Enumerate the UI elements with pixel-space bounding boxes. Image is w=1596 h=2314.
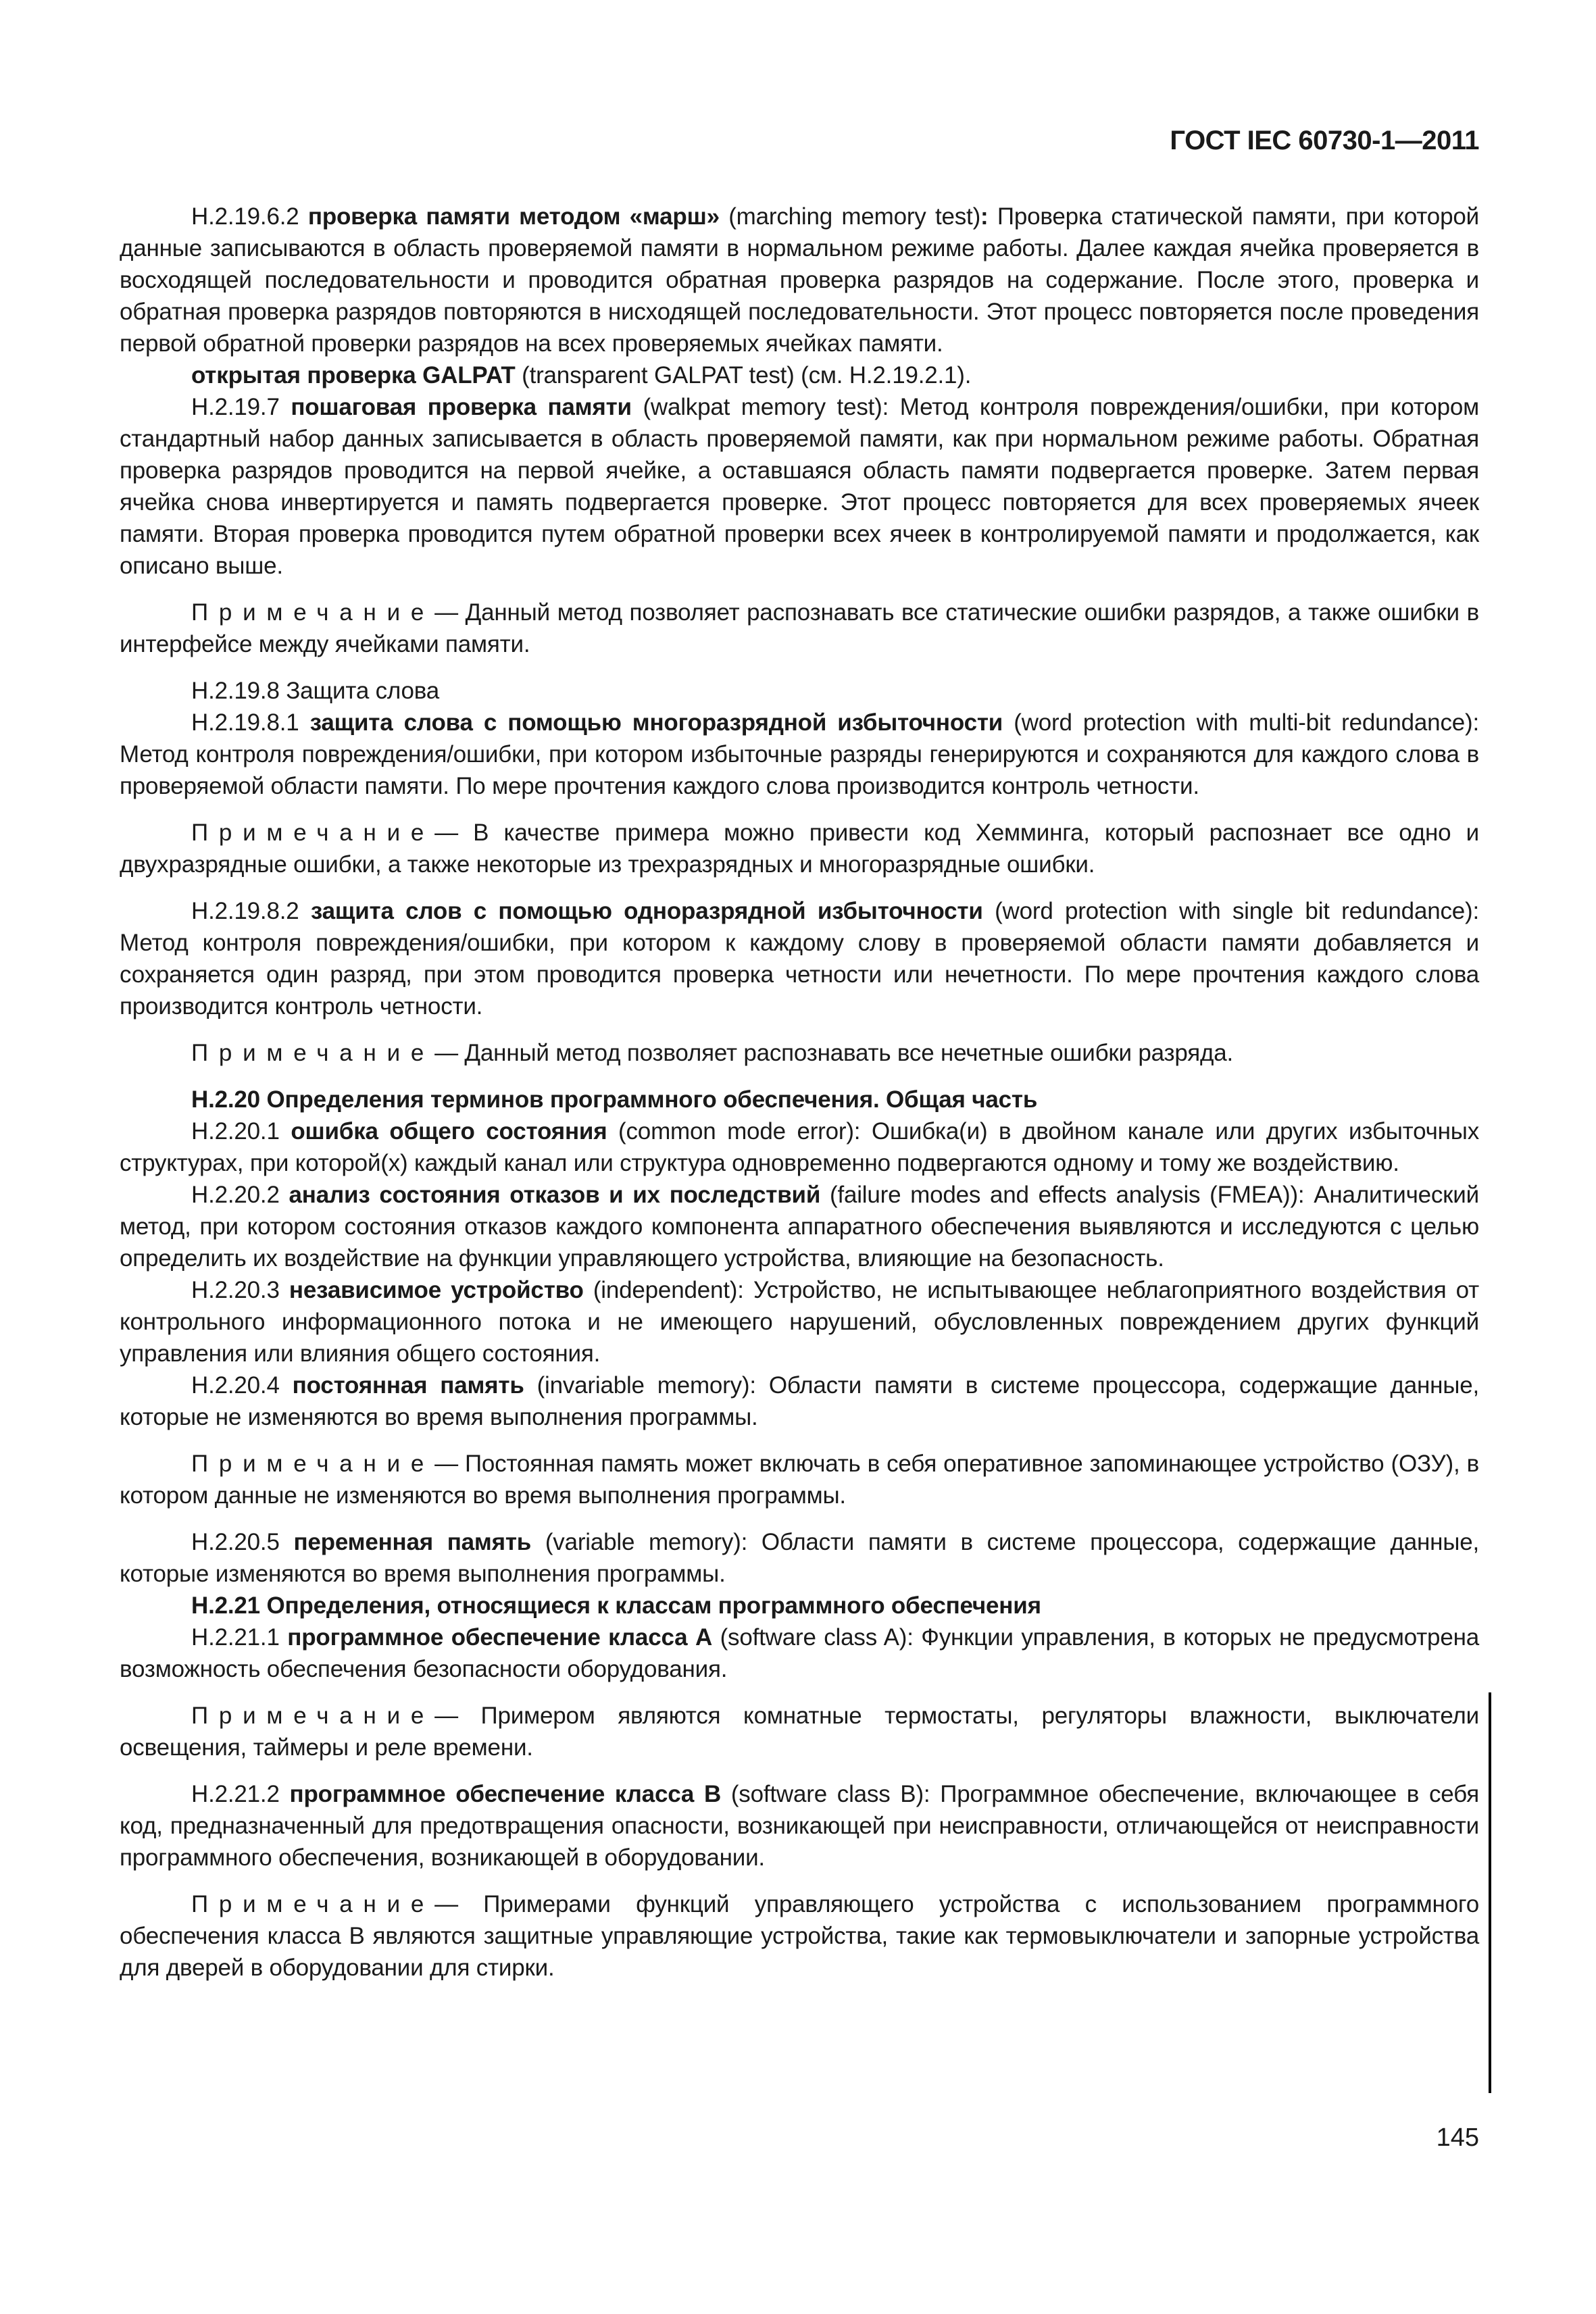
- english-term: (walkpat memory test):: [643, 394, 889, 420]
- english-term: (software class A):: [720, 1624, 914, 1651]
- note-paragraph: [120, 1448, 1479, 1511]
- clause-number: Н.2.21.1: [191, 1624, 280, 1651]
- definition-paragraph: [120, 1115, 1479, 1179]
- definition-text: Программное обеспечение, включающее в себя код, предназначенный для предотвращения опасности, возникающей при неисправности, отличающейся от неисправности программного обеспечения, возникающей в оборудовании.: [120, 1781, 1479, 1871]
- note-text: — В качестве примера можно привести код Хемминга, который распознает все одно и двухразрядные ошибки, а также некоторые из трехразрядных и многоразрядные ошибки.: [120, 820, 1479, 878]
- definition-text: Метод контроля повреждения/ошибки, при котором стандартный набор данных записывается в область проверяемой памяти, как при нормальном режиме работы. Обратная проверка разрядов проводится на первой ячейке, а оставшаяся область памяти подвергается проверке. Затем первая ячейка снова инвертируется и память подвергается проверке. Этот процесс повторяется для всех проверяемых ячеек памяти. Вторая проверка проводится путем обратной проверки всех ячеек в контролируемой памяти и продолжается, как описано выше.: [120, 394, 1479, 579]
- document-body: [120, 201, 1479, 1984]
- definition-text: Области памяти в системе процессора, содержащие данные, которые изменяются во время выполнения программы.: [120, 1529, 1479, 1587]
- definition-paragraph: [120, 1778, 1479, 1873]
- document-code-header: ГОСТ IEC 60730-1—2011: [1170, 126, 1479, 155]
- note-text: — Примером являются комнатные термостаты, регуляторы влажности, выключатели освещения, таймеры и реле времени.: [120, 1703, 1479, 1761]
- subsection-title: Н.2.19.8 Защита слова: [191, 678, 440, 704]
- term: независимое устройство: [289, 1277, 584, 1303]
- note-text: — Постоянная память может включать в себя оперативное запоминающее устройство (ОЗУ), в котором данные не изменяются во время выполнения программы.: [120, 1451, 1479, 1509]
- term: защита слова с помощью многоразрядной избыточности: [309, 709, 1003, 736]
- term: ошибка общего состояния: [291, 1118, 607, 1145]
- note-paragraph: [120, 1700, 1479, 1763]
- clause-number: Н.2.19.6.2: [191, 203, 299, 230]
- note-paragraph: [120, 1037, 1479, 1069]
- change-bar: [1489, 1692, 1491, 2093]
- term: переменная память: [293, 1529, 532, 1555]
- note-label: Примечание: [191, 1451, 435, 1477]
- note-label: Примечание: [191, 1040, 435, 1066]
- definition-paragraph: [120, 1179, 1479, 1274]
- english-term: (failure modes and effects analysis (FMEA)):: [829, 1182, 1305, 1208]
- english-term: (word protection with multi-bit redundance):: [1014, 709, 1479, 736]
- english-term: (invariable memory):: [537, 1372, 756, 1399]
- note-text: — Данный метод позволяет распознавать все нечетные ошибки разряда.: [434, 1040, 1234, 1066]
- english-term: (word protection with single bit redundance):: [995, 898, 1480, 924]
- document-page: [120, 0, 1479, 2314]
- note-label: Примечание: [191, 820, 435, 846]
- term: программное обеспечение класса В: [289, 1781, 722, 1807]
- english-term: (variable memory):: [545, 1529, 748, 1555]
- definition-text: Метод контроля повреждения/ошибки, при котором к каждому слову в проверяемой области памяти добавляется и сохраняется один разряд, при этом проводится проверка четности или нечетности. По мере прочтения каждого слова производится контроль четности.: [120, 930, 1479, 1020]
- definition-paragraph: [120, 1621, 1479, 1685]
- clause-number: Н.2.19.8.1: [191, 709, 299, 736]
- definition-paragraph: [120, 391, 1479, 582]
- term: постоянная память: [292, 1372, 524, 1399]
- note-text: — Примерами функций управляющего устройства с использованием программного обеспечения класса В являются защитные управляющие устройства, такие как термовыключатели и запорные устройства для дверей в оборудовании для стирки.: [120, 1891, 1479, 1981]
- definition-text: Ошибка(и) в двойном канале или других избыточных структурах, при которой(х) каждый канал или структура одновременно подвергаются одному и тому же воздействию.: [120, 1118, 1480, 1176]
- page-number: 145: [1436, 2123, 1479, 2152]
- clause-number: Н.2.20.4: [191, 1372, 280, 1399]
- clause-number: Н.2.20.1: [191, 1118, 280, 1145]
- definition-paragraph: [120, 359, 1479, 391]
- note-paragraph: [120, 1888, 1479, 1984]
- english-term: (common mode error):: [618, 1118, 861, 1145]
- definition-paragraph: [120, 1274, 1479, 1369]
- english-term: (marching memory test): [728, 203, 981, 230]
- definition-paragraph: [120, 707, 1479, 802]
- definition-paragraph: [120, 1526, 1479, 1590]
- definition-text: Аналитический метод, при котором состояния отказов каждого компонента аппаратного обеспечения выявляются и исследуются с целью определить их воздействие на функции управляющего устройства, влияющие на безопасность.: [120, 1182, 1479, 1272]
- term: пошаговая проверка памяти: [291, 394, 632, 420]
- note-label: Примечание: [191, 599, 435, 626]
- clause-number: Н.2.21.2: [191, 1781, 280, 1807]
- note-paragraph: [120, 817, 1479, 880]
- term: защита слов с помощью одноразрядной избыточности: [310, 898, 983, 924]
- definition-text: Устройство, не испытывающее неблагоприятного воздействия от контрольного информационного потока и не имеющего нарушений, обусловленных повреждением других функций управления или влияния общего состояния.: [120, 1277, 1479, 1367]
- clause-number: Н.2.19.7: [191, 394, 280, 420]
- section-heading: Н.2.20 Определения терминов программного обеспечения. Общая часть: [191, 1086, 1038, 1113]
- term: проверка памяти методом «марш»: [307, 203, 720, 230]
- definition-text: (см. Н.2.19.2.1).: [801, 362, 972, 388]
- note-label: Примечание: [191, 1703, 435, 1729]
- definition-text: Метод контроля повреждения/ошибки, при котором избыточные разряды генерируются и сохраняются для каждого слова в проверяемой области памяти. По мере прочтения каждого слова производится контроль четности.: [120, 741, 1479, 799]
- term: программное обеспечение класса А: [287, 1624, 713, 1651]
- clause-number: Н.2.20.3: [191, 1277, 280, 1303]
- clause-number: Н.2.20.2: [191, 1182, 280, 1208]
- definition-paragraph: [120, 895, 1479, 1022]
- definition-paragraph: [120, 201, 1479, 359]
- english-term: (independent):: [593, 1277, 744, 1303]
- definition-text: Проверка статической памяти, при которой данные записываются в область проверяемой памяти в нормальном режиме работы. Далее каждая ячейка проверяется в восходящей последовательности и проводится обратная проверка разрядов на содержание. После этого, проверка и обратная проверка разрядов повторяются в нисходящей последовательности. Этот процесс повторяется после проведения первой обратной проверки разрядов на всех проверяемых ячейках памяти.: [120, 203, 1479, 357]
- term: анализ состояния отказов и их последствий: [289, 1182, 821, 1208]
- clause-number: Н.2.20.5: [191, 1529, 280, 1555]
- section-heading: Н.2.21 Определения, относящиеся к классам программного обеспечения: [191, 1592, 1041, 1619]
- english-term: (transparent GALPAT test): [522, 362, 795, 388]
- english-term: (software class B):: [730, 1781, 930, 1807]
- term: открытая проверка GALPAT: [191, 362, 516, 388]
- note-paragraph: [120, 597, 1479, 660]
- note-label: Примечание: [191, 1891, 435, 1917]
- definition-text: Области памяти в системе процессора, содержащие данные, которые не изменяются во время выполнения программы.: [120, 1372, 1480, 1430]
- note-text: — Данный метод позволяет распознавать все статические ошибки разрядов, а также ошибки в интерфейсе между ячейками памяти.: [120, 599, 1479, 657]
- clause-number: Н.2.19.8.2: [191, 898, 299, 924]
- definition-paragraph: [120, 1369, 1479, 1433]
- term-separator: :: [980, 203, 989, 230]
- definition-text: Функции управления, в которых не предусмотрена возможность обеспечения безопасности оборудования.: [120, 1624, 1479, 1682]
